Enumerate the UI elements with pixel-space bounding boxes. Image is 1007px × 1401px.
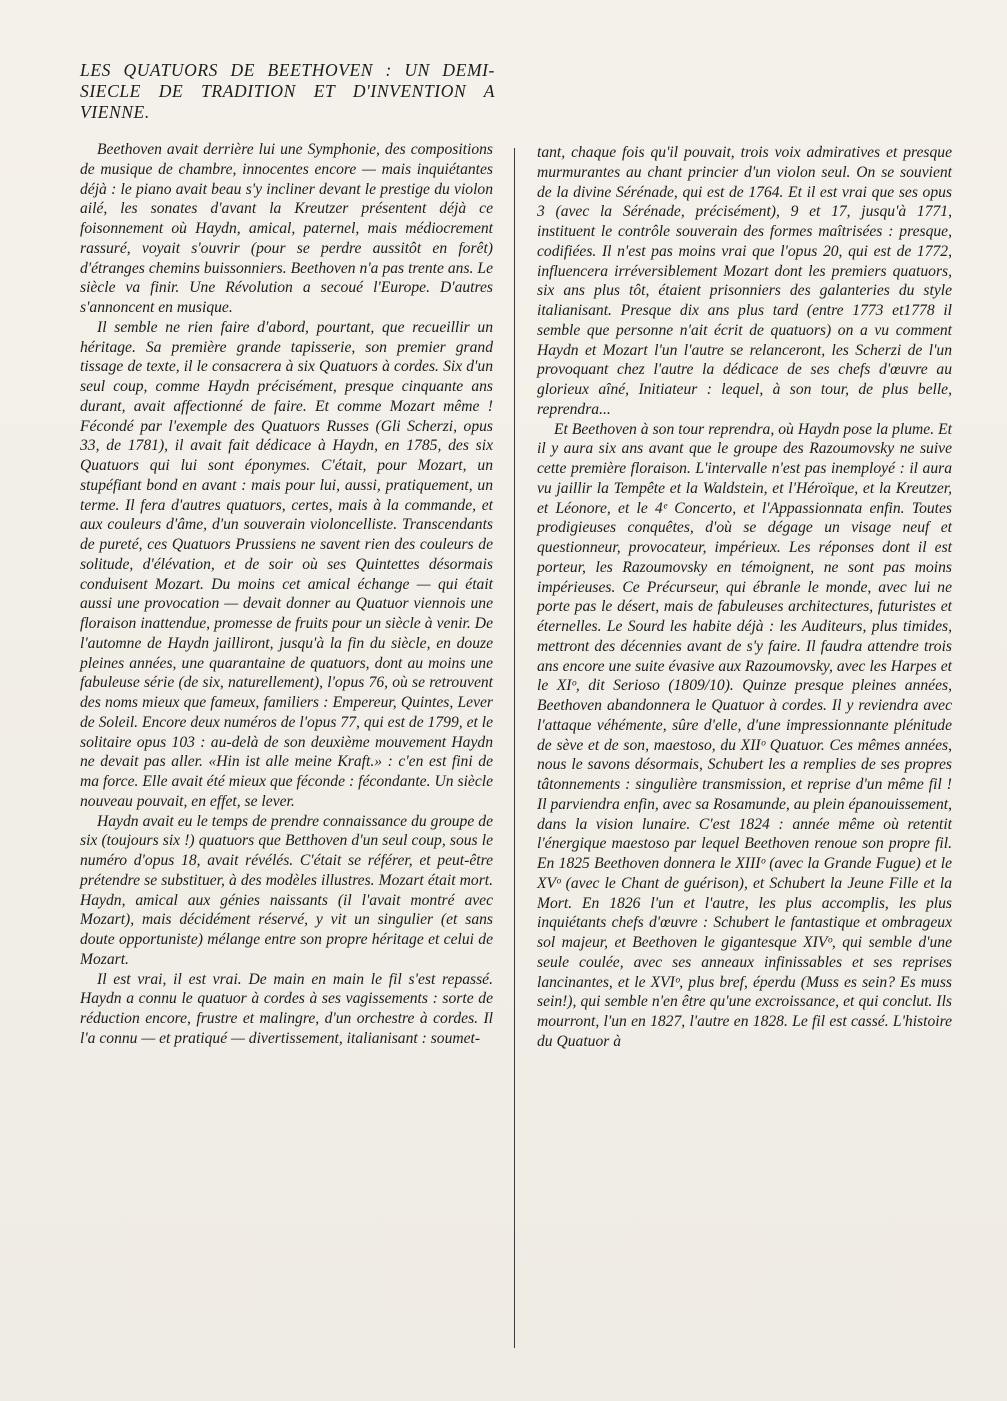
paragraph: Beethoven avait derrière lui une Symphonie, des compositions de musique de chambre, innocentes encore — mais inquiétantes déjà : le piano avait beau s'y incliner devant le prestige du violon ailé, les sonates d'avant la Kreutzer présentent déjà ce foisonnement où Haydn, amical, paternel, mais médiocrement rassuré, voyait s'ouvrir (pour se perdre aussitôt en forêt) d'étranges chemins buissonniers. Beethoven n'a pas trente ans. Le siècle va finir. Une Révolution a secoué l'Europe. D'autres s'annoncent en musique. bbox=[80, 141, 493, 316]
paragraph: Il semble ne rien faire d'abord, pourtant, que recueillir un héritage. Sa première grande tapisserie, son premier grand tissage de texte, il le consacrera à six Quatuors à cordes. Six d'un seul coup, comme Haydn précisément, presque cinquante ans durant, avait affectionné de faire. Et comme Mozart même ! Fécondé par l'exemple des Quatuors Russes (Gli Scherzi, opus 33, de 1781), il avait fait dédicace à Haydn, en 1785, des six Quatuors qui lui sont éponymes. C'était, pour Mozart, un stupéfiant bond en avant : mais pour lui, aussi, pratiquement, un terme. Il fera d'autres quatuors, certes, mais à la commande, et aux couleurs d'âme, d'un souverain violoncelliste. Transcendants de pureté, ces Quatuors Prussiens ne savent rien des couleurs de solitude, d'élévation, et de soir où ses Quintettes désormais conduisent Mozart. Du moins cet amical échange — qui était aussi une provocation — devait donner au Quatuor viennois une floraison inattendue, promesse de fruits pour un siècle à venir. De l'automne de Haydn jailliront, jusqu'à la fin du siècle, en douze pleines années, une quarantaine de quatuors, dont au moins une fabuleuse série (de six, naturellement), l'opus 76, où se retrouvent des noms mieux que fameux, familiers : Empereur, Quintes, Lever de Soleil. Encore deux numéros de l'opus 77, qui est de 1799, et le solitaire opus 103 : au-delà de son deuxième mouvement Haydn ne devait pas aller. «Hin ist alle meine Kraft.» : c'en est fini de ma force. Elle avait été mieux que féconde : fécondante. Un siècle nouveau pouvait, en effet, se lever. bbox=[80, 318, 493, 810]
paragraph: Haydn avait eu le temps de prendre connaissance du groupe de six (toujours six !) quatuors que Betthoven d'un seul coup, sous le numéro d'opus 18, avait révélés. C'était se référer, et peut-être prétendre se substituer, à des modèles illustres. Mozart était mort. Haydn, amical aux génies naissants (il l'avait montré avec Mozart), mais décidément réservé, y vit un singulier (et sans doute opportuniste) mélange entre son propre héritage et celui de Mozart. bbox=[80, 812, 493, 968]
right-text-column bbox=[537, 143, 952, 1052]
paragraph: tant, chaque fois qu'il pouvait, trois voix admiratives et presque murmurantes au chant princier d'un violon seul. On se souvient de la divine Sérénade, qui est de 1764. Et il est vrai que ses opus 3 (avec la Sérénade, précisément), 9 et 17, jusqu'à 1771, instituent le contrôle souverain des formes maîtrisées : presque, codifiées. Il n'est pas moins vrai que l'opus 20, qui est de 1772, influencera irréversiblement Mozart dont les premiers quatuors, six ans plus tôt, étaient prisonniers des galanteries du style italianisant. Presque dix ans plus tard (entre 1773 et1778 il semble que personne n'ait écrit de quatuors) on a vu comment Haydn et Mozart l'un l'autre se relanceront, les Scherzi de l'un provoquant chez l'autre la dédicace de ses chefs d'œuvre au glorieux aîné, Initiateur : lequel, à son tour, de plus belle, reprendra... bbox=[537, 144, 952, 418]
article-heading: LES QUATUORS DE BEETHOVEN : UN DEMI-SIECLE DE TRADITION ET D'INVENTION A VIENNE. bbox=[80, 60, 495, 122]
paragraph: Et Beethoven à son tour reprendra, où Haydn pose la plume. Et il y aura six ans avant que le groupe des Razoumovsky ne suive cette première floraison. L'intervalle n'est pas inemployé : il aura vu jaillir la Tempête et la Waldstein, et l'Héroïque, et la Kreutzer, et Léonore, et le 4ᵉ Concerto, et l'Appassionnata enfin. Toutes prodigieuses conquêtes, d'où se dégage un visage neuf et questionneur, provocateur, impérieux. Les réponses dont il est porteur, les Razoumovsky en témoignent, ne sont pas moins impérieuses. Ce Précurseur, qui ébranle le monde, avec lui ne porte pas le désert, mais de fabuleuses architectures, futuristes et éternelles. Le Sourd les habite déjà : les Auditeurs, plus timides, mettront des décennies avant de s'y faire. Il faudra attendre trois ans encore une suite évasive aux Razoumovsky, avec les Harpes et le XIᵒ, dit Serioso (1809/10). Quinze presque pleines années, Beethoven abandonnera le Quatuor à cordes. Il y reviendra avec l'attaque véhémente, sûre d'elle, d'une impressionnante plénitude de sève et de son, maestoso, du XIIᵒ Quatuor. Ces mêmes années, nous le savons désormais, Schubert les a remplies de ses propres tâtonnements : singulière transmission, et reprise d'un même fil ! Il parviendra enfin, avec sa Rosamunde, au plein épanouissement, dans la vision lunaire. C'est 1824 : année même où retentit l'énergique maestoso par lequel Beethoven renoue son propre fil. En 1825 Beethoven donnera le XIIIᵒ (avec la Grande Fugue) et le XVᵒ (avec le Chant de guérison), et Schubert la Jeune Fille et la Mort. En 1826 l'un et l'autre, les plus accomplis, les plus inquiétants chefs d'œuvre : Schubert le fantastique et ombrageux sol majeur, et Beethoven le gigantesque XIVᵒ, qui semble d'une seule coulée, avec ses anneaux infinissables et ses reprises lancinantes, et le XVIᵒ, plus bref, éperdu (Muss es sein? Es muss sein!), qui semble n'en être qu'une excroissance, et qui conclut. Ils mourront, l'un en 1827, l'autre en 1828. Le fil est cassé. L'histoire du Quatuor à bbox=[537, 420, 952, 1050]
left-text-column bbox=[80, 140, 493, 1049]
column-divider bbox=[514, 148, 515, 1348]
paragraph: Il est vrai, il est vrai. De main en main le fil s'est repassé. Haydn a connu le quatuor à cordes à ses vagissements : sorte de réduction encore, frustre et malingre, d'un orchestre à cordes. Il l'a connu — et pratiqué — divertissement, italianisant : soumet- bbox=[80, 970, 493, 1047]
